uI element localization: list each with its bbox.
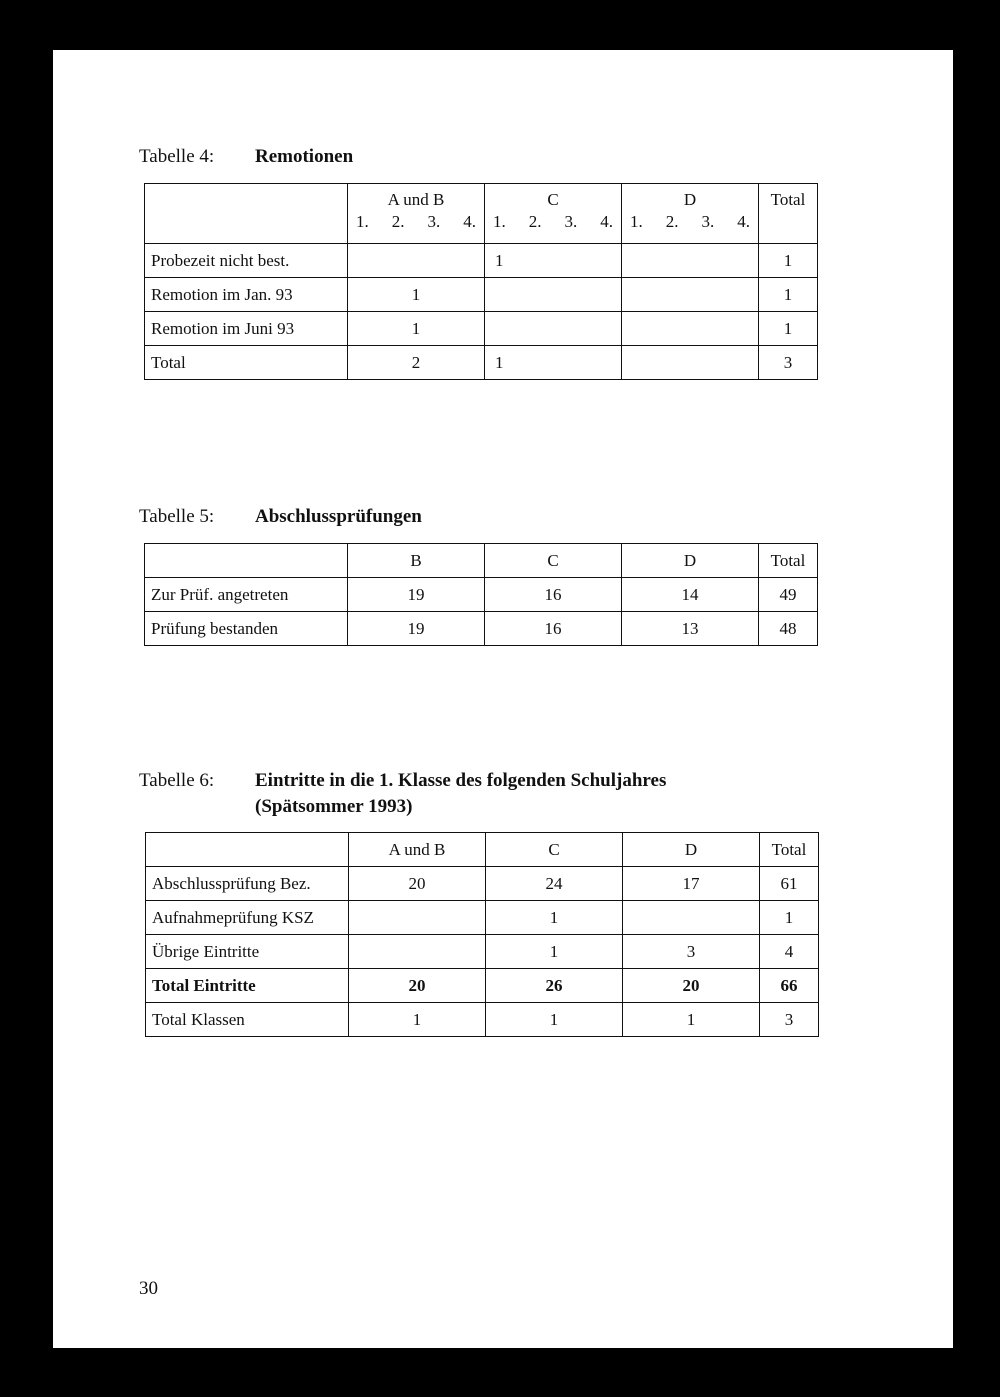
page-number: 30	[139, 1278, 158, 1299]
header-d: D	[622, 544, 759, 578]
cell-d	[622, 244, 759, 278]
cell-c: 1	[486, 901, 623, 935]
cell-ab: 1	[348, 278, 485, 312]
header-b: B	[348, 544, 485, 578]
cell-c: 1	[486, 1003, 623, 1037]
header-d: D	[623, 833, 760, 867]
table-row	[146, 901, 819, 935]
header-group-c: C 1. 2. 3. 4.	[485, 184, 622, 244]
row-label: Probezeit nicht best.	[145, 244, 348, 278]
row-label: Total Klassen	[146, 1003, 349, 1037]
header-c: C	[486, 833, 623, 867]
row-label: Prüfung bestanden	[145, 612, 348, 646]
cell-c: 26	[486, 969, 623, 1003]
cell-c: 24	[486, 867, 623, 901]
cell-total: 1	[759, 244, 818, 278]
cell-d: 3	[623, 935, 760, 969]
cell-d: 20	[623, 969, 760, 1003]
cell-ab	[349, 935, 486, 969]
header-total: Total	[759, 544, 818, 578]
cell-total: 66	[760, 969, 819, 1003]
table-row	[145, 244, 818, 278]
document-page	[53, 50, 953, 1348]
header-group-ab: A und B 1. 2. 3. 4.	[348, 184, 485, 244]
cell-total: 1	[759, 278, 818, 312]
cell-d	[622, 278, 759, 312]
cell-d	[622, 312, 759, 346]
cell-total: 3	[759, 346, 818, 380]
table4-title: Remotionen	[255, 146, 354, 167]
table4-label: Tabelle 4:	[139, 146, 215, 167]
cell-b: 19	[348, 578, 485, 612]
table-row	[146, 867, 819, 901]
row-label: Remotion im Jan. 93	[145, 278, 348, 312]
cell-total: 49	[759, 578, 818, 612]
cell-c: 1	[486, 935, 623, 969]
table5-abschlusspruefungen	[144, 543, 818, 646]
header-empty-cell	[146, 833, 349, 867]
table-row	[145, 578, 818, 612]
table-row	[145, 612, 818, 646]
cell-d: 1	[623, 1003, 760, 1037]
table-row	[145, 312, 818, 346]
cell-ab: 20	[349, 969, 486, 1003]
table-row	[146, 935, 819, 969]
cell-total: 61	[760, 867, 819, 901]
cell-total: 3	[760, 1003, 819, 1037]
cell-c: 1	[485, 244, 622, 278]
table6-label: Tabelle 6:	[139, 770, 215, 791]
cell-total: 1	[760, 901, 819, 935]
header-empty-cell	[145, 184, 348, 244]
cell-c: 16	[485, 612, 622, 646]
header-c: C	[485, 544, 622, 578]
table-header-row	[145, 544, 818, 578]
table-row-total	[146, 969, 819, 1003]
cell-ab	[349, 901, 486, 935]
header-group-d: D 1. 2. 3. 4.	[622, 184, 759, 244]
cell-c	[485, 278, 622, 312]
row-label: Übrige Eintritte	[146, 935, 349, 969]
row-label: Total Eintritte	[146, 969, 349, 1003]
cell-d	[623, 901, 760, 935]
header-empty-cell	[145, 544, 348, 578]
table5-title: Abschlussprüfungen	[255, 506, 422, 527]
table6-title-line2: (Spätsommer 1993)	[255, 796, 413, 817]
cell-c: 16	[485, 578, 622, 612]
row-label: Remotion im Juni 93	[145, 312, 348, 346]
table-row	[146, 1003, 819, 1037]
cell-total: 1	[759, 312, 818, 346]
cell-c: 1	[485, 346, 622, 380]
cell-total: 48	[759, 612, 818, 646]
header-ab: A und B	[349, 833, 486, 867]
table4-remotionen	[144, 183, 818, 380]
cell-total: 4	[760, 935, 819, 969]
cell-d: 13	[622, 612, 759, 646]
cell-ab: 2	[348, 346, 485, 380]
row-label: Abschlussprüfung Bez.	[146, 867, 349, 901]
header-total: Total	[759, 184, 818, 244]
table-row	[145, 278, 818, 312]
row-label: Aufnahmeprüfung KSZ	[146, 901, 349, 935]
cell-ab: 1	[349, 1003, 486, 1037]
cell-b: 19	[348, 612, 485, 646]
row-label: Zur Prüf. angetreten	[145, 578, 348, 612]
table-header-row	[146, 833, 819, 867]
cell-d: 14	[622, 578, 759, 612]
table6-eintritte	[145, 832, 819, 1037]
cell-d: 17	[623, 867, 760, 901]
row-label: Total	[145, 346, 348, 380]
table5-label: Tabelle 5:	[139, 506, 215, 527]
cell-ab: 20	[349, 867, 486, 901]
table-row	[145, 346, 818, 380]
table-header-row	[145, 184, 818, 244]
cell-d	[622, 346, 759, 380]
header-total: Total	[760, 833, 819, 867]
cell-ab: 1	[348, 312, 485, 346]
cell-ab	[348, 244, 485, 278]
table6-title-line1: Eintritte in die 1. Klasse des folgenden Schuljahres	[255, 770, 667, 791]
cell-c	[485, 312, 622, 346]
